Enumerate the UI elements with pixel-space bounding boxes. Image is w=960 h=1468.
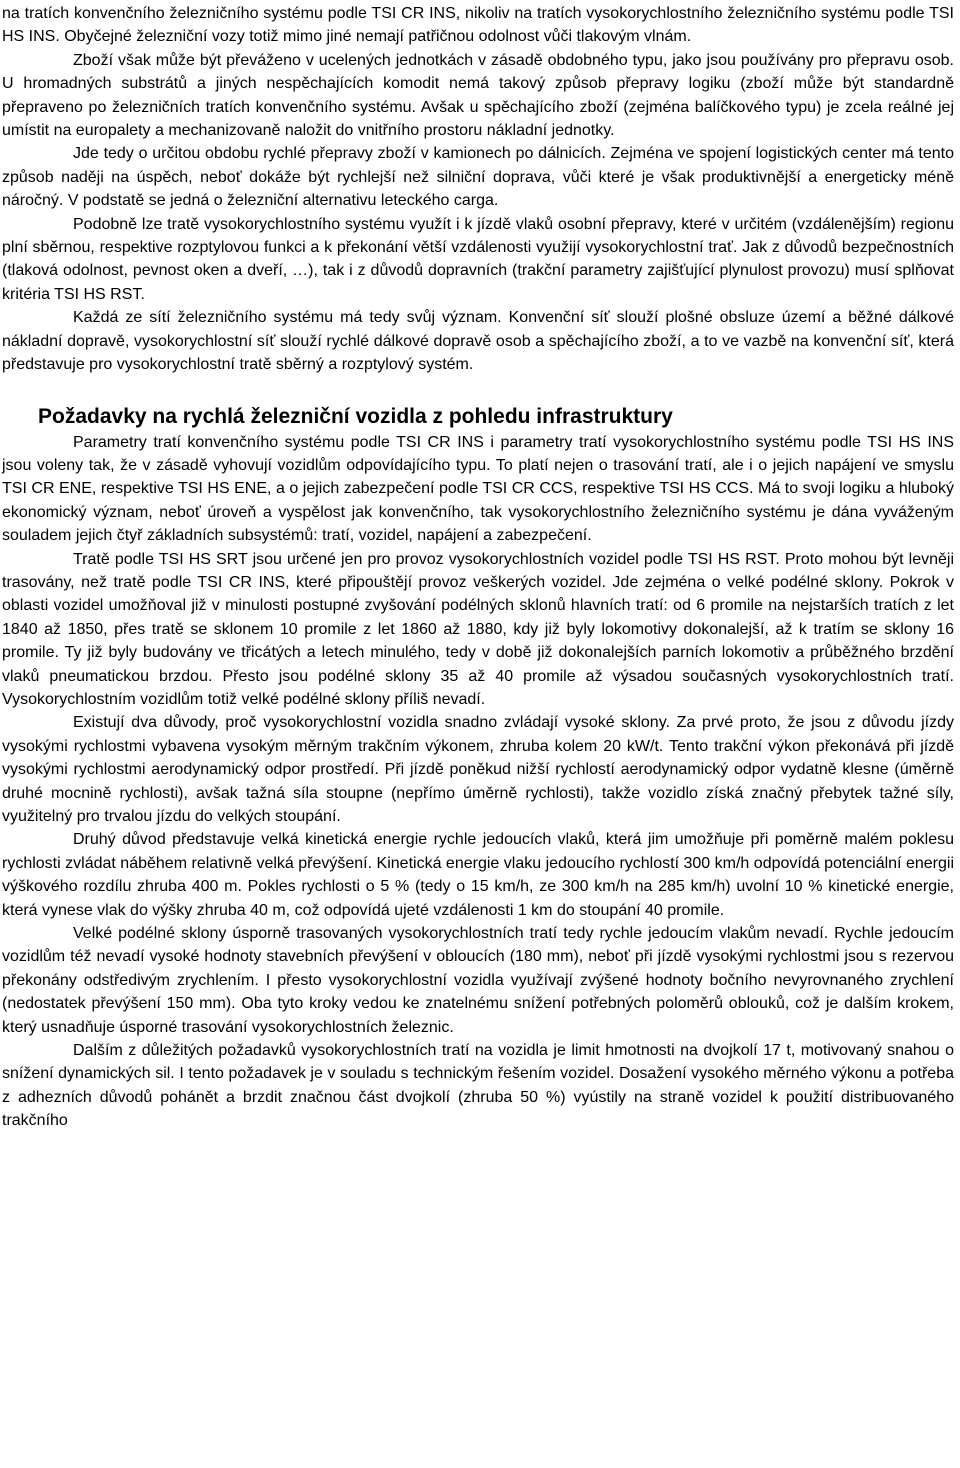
paragraph-1: na tratích konvenčního železničního systému podle TSI CR INS, nikoliv na tratích vysokorychlostního železničního systému podle TSI HS INS. Obyčejné železniční vozy totiž mimo jiné nemají patřičnou odolnost vůči tlakovým vlnám.	[2, 5, 954, 46]
paragraph-11: Dalším z důležitých požadavků vysokorychlostních tratí na vozidla je limit hmotnosti na dvojkolí 17 t, motivovaný snahou o snížení dynamických sil. I tento požadavek je v souladu s technickým řešením vozidel. Dosažení vysokého měrného výkonu a potřeba z adhezních důvodů pohánět a brzdit značnou část dvojkolí (zhruba 50 %) vyústily na straně vozidel k použití distribuovaného trakčního	[2, 1042, 954, 1130]
paragraph-7: Tratě podle TSI HS SRT jsou určené jen pro provoz vysokorychlostních vozidel podle TSI HS RST. Proto mohou být levněji trasovány, než tratě podle TSI CR INS, které připouštějí provoz veškerých vozidel. Jde zejména o velké podélné sklony. Pokrok v oblasti vozidel umožňoval již v minulosti postupné zvyšování podélných sklonů hlavních tratí: od 6 promile na nejstarších tratích z let 1840 až 1850, přes tratě se sklonem 10 promile z let 1860 až 1880, kdy již byly lokomotivy dokonalejší, až k tratím se sklony 16 promile. Ty již byly budovány ve třicátých a letech minulého, tedy v době již dokonalejších parních lokomotiv a průběžného brzdění vlaků pneumatickou brzdou. Přesto jsou podélné sklony 35 až 40 promile až výsadou současných vysokorychlostních tratí. Vysokorychlostním vozidlům totiž velké podélné sklony příliš nevadí.	[2, 550, 954, 708]
paragraph-3: Jde tedy o určitou obdobu rychlé přepravy zboží v kamionech po dálnicích. Zejména ve spojení logistických center má tento způsob naději na úspěch, neboť dokáže být rychlejší než silniční doprava, vůči které je však produktivnější a energeticky méně náročný. V podstatě se jedná o železniční alternativu leteckého carga.	[2, 145, 954, 210]
paragraph-10: Velké podélné sklony úsporně trasovaných vysokorychlostních tratí tedy rychle jedoucím vlakům nevadí. Rychle jedoucím vozidlům též nevadí vysoké hodnoty stavebních převýšení v obloucích (180 mm), neboť při jízdě vysokými rychlostmi jsou s rezervou překonány odstředivým zrychlením. I přesto vysokorychlostní vozidla využívají zvýšené hodnoty bočního nevyrovnaného zrychlení (nedostatek převýšení 150 mm). Oba tyto kroky vedou ke znatelnému snížení potřebných poloměrů oblouků, což je dalším krokem, který usnadňuje úsporné trasování vysokorychlostních železnic.	[2, 925, 954, 1036]
paragraph-2: Zboží však může být převáženo v ucelených jednotkách v zásadě obdobného typu, jako jsou používány pro přepravu osob. U hromadných substrátů a jiných nespěchajících komodit nemá takový způsob přepravy logiku (zboží může být standardně přepraveno po železničních tratích konvenčního systému. Avšak u spěchajícího zboží (zejména balíčkového typu) je zcela reálné jej umístit na europalety a mechanizovaně naložit do vnitřního prostoru nákladní jednotky.	[2, 51, 954, 140]
paragraph-6: Parametry tratí konvenčního systému podle TSI CR INS i parametry tratí vysokorychlostního systému podle TSI HS INS jsou voleny tak, že v zásadě vyhovují vozidlům odpovídajícího typu. To platí nejen o trasování tratí, ale i o jejich napájení ve smyslu TSI CR ENE, respektive TSI HS ENE, a o jejich zabezpečení podle TSI CR CCS, respektive TSI HS CCS. Má to svoji logiku a hluboký ekonomický význam, neboť úroveň a vyspělost jak konvenčního, tak vysokorychlostního železničního systému je dána vyváženým souladem jejich čtyř základních subsystémů: tratí, vozidel, napájení a zabezpečení.	[2, 433, 954, 545]
paragraph-5: Každá ze sítí železničního systému má tedy svůj význam. Konvenční síť slouží plošné obsluze území a běžné dálkové nákladní dopravě, vysokorychlostní síť slouží rychlé dálkové dopravě osob a spěchajícího zboží, a to ve vazbě na konvenční síť, která představuje pro vysokorychlostní tratě sběrný a rozptylový systém.	[2, 309, 954, 374]
section-heading: Požadavky na rychlá železniční vozidla z pohledu infrastruktury	[38, 404, 673, 428]
paragraph-9: Druhý důvod představuje velká kinetická energie rychle jedoucích vlaků, která jim umožňuje při poměrně malém poklesu rychlosti zvládat náběhem relativně velká převýšení. Kinetická energie vlaku jedoucího rychlostí 300 km/h odpovídá potenciální energii výškového rozdílu zhruba 400 m. Pokles rychlosti o 5 % (tedy o 15 km/h, ze 300 km/h na 285 km/h) uvolní 10 % kinetické energie, která vynese vlak do výšky zhruba 40 m, což odpovídá ujeté vzdálenosti 1 km do stoupání 40 promile.	[2, 831, 954, 919]
paragraph-8: Existují dva důvody, proč vysokorychlostní vozidla snadno zvládají vysoké sklony. Za prvé proto, že jsou z důvodu jízdy vysokými rychlostmi vybavena vysokým měrným trakčním výkonem, zhruba kolem 20 kW/t. Tento trakční výkon překonává při jízdě vysokými rychlostmi aerodynamický odpor prostředí. Při jízdě poněkud nižší rychlostí aerodynamický odpor vydatně klesne (úměrně druhé mocnině rychlosti), avšak tažná síla stoupne (nepřímo úměrně rychlosti), takže vozidlo získá značný přebytek tažné síly, využitelný pro trvalou jízdu do velkých stoupání.	[2, 714, 954, 825]
paragraph-4: Podobně lze tratě vysokorychlostního systému využít i k jízdě vlaků osobní přepravy, které v určitém (vzdálenějším) regionu plní sběrnou, respektive rozptylovou funkci a k překonání větší vzdálenosti využijí vysokorychlostní trať. Jak z důvodů bezpečnostních (tlaková odolnost, pevnost oken a dveří, …), tak i z důvodů dopravních (trakční parametry zajišťující plynulost provozu) musí splňovat kritéria TSI HS RST.	[2, 215, 954, 303]
